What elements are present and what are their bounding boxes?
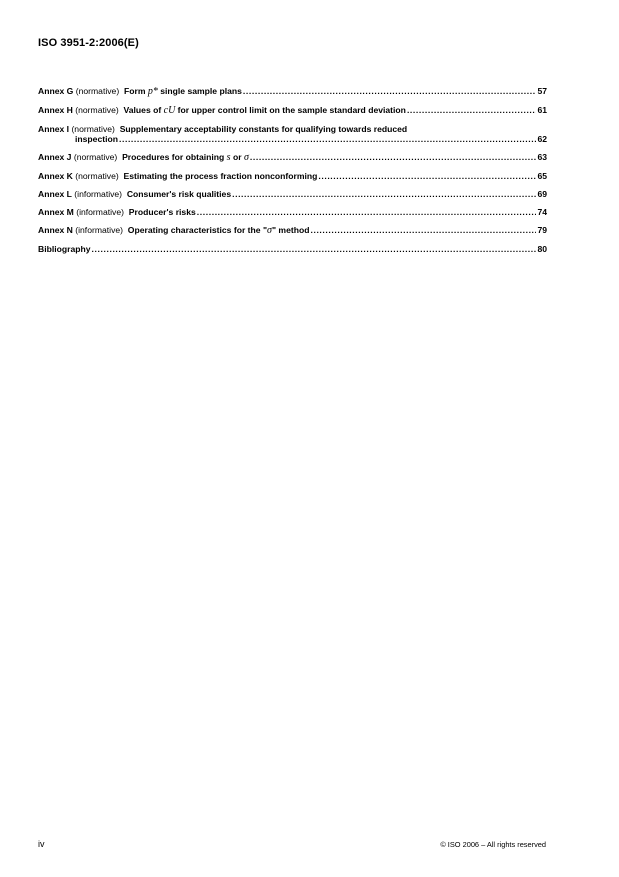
- entry-title-part: for upper control limit on the sample standard deviation: [175, 105, 406, 115]
- annex-type: (normative): [71, 124, 115, 134]
- page-number: 80: [537, 244, 547, 254]
- annex-label: Annex M: [38, 207, 74, 217]
- entry-title-part: Producer's risks: [128, 207, 196, 217]
- math-symbol: cU: [163, 105, 176, 116]
- toc-entry-annex-j[interactable]: [38, 152, 547, 163]
- math-symbol: σ: [243, 152, 249, 163]
- entry-title-part: Values of: [123, 105, 164, 115]
- annex-label: Annex N: [38, 225, 73, 235]
- annex-type: (normative): [75, 105, 119, 115]
- page-number: 69: [537, 189, 547, 199]
- toc-entry-annex-i[interactable]: [38, 124, 547, 144]
- toc-entry-annex-n[interactable]: [38, 225, 547, 236]
- page-number: 74: [537, 207, 547, 217]
- annex-label: Annex J: [38, 152, 72, 162]
- leader-dots: [197, 207, 537, 217]
- annex-label: Annex I: [38, 124, 70, 134]
- annex-type: (informative): [76, 207, 124, 217]
- leader-dots: [119, 134, 536, 144]
- leader-dots: [310, 225, 536, 235]
- toc-entry-bibliography[interactable]: [38, 244, 547, 254]
- math-symbol: p*: [147, 86, 158, 97]
- annex-type: (normative): [73, 152, 118, 162]
- page-number: 57: [537, 86, 547, 96]
- bibliography-label: Bibliography: [38, 244, 91, 254]
- leader-dots: [250, 152, 537, 162]
- toc-entry-annex-h[interactable]: [38, 105, 547, 116]
- leader-dots: [92, 244, 537, 254]
- entry-title-part: Operating characteristics for the ": [127, 225, 268, 235]
- entry-title-part: Procedures for obtaining: [122, 152, 227, 162]
- page-number: 62: [537, 134, 547, 144]
- page-number: 63: [537, 152, 547, 162]
- annex-type: (normative): [75, 86, 120, 96]
- page-number-roman: iv: [38, 839, 45, 849]
- math-symbol: s: [226, 152, 231, 163]
- entry-title-part: Estimating the process fraction nonconforming: [123, 171, 318, 181]
- leader-dots: [232, 189, 536, 199]
- leader-dots: [318, 171, 536, 181]
- annex-type: (informative): [75, 225, 124, 235]
- toc-entry-annex-g[interactable]: [38, 86, 547, 97]
- page-number: 61: [537, 105, 547, 115]
- math-symbol: σ: [267, 225, 272, 236]
- annex-type: (informative): [74, 189, 123, 199]
- document-id: ISO 3951-2:2006(E): [38, 37, 139, 49]
- entry-title-part: " method: [271, 225, 310, 235]
- leader-dots: [407, 105, 537, 115]
- entry-title-part: or: [230, 152, 244, 162]
- table-of-contents: [38, 86, 547, 254]
- annex-label: Annex H: [38, 105, 73, 115]
- toc-entry-annex-k[interactable]: [38, 171, 547, 181]
- annex-type: (normative): [75, 171, 119, 181]
- entry-title-part: single sample plans: [157, 86, 242, 96]
- entry-title-part: Consumer's risk qualities: [126, 189, 232, 199]
- toc-entry-annex-l[interactable]: [38, 189, 547, 199]
- toc-entry-annex-m[interactable]: [38, 207, 547, 217]
- leader-dots: [243, 86, 537, 96]
- entry-title-part: Form: [123, 86, 148, 96]
- page-number: 79: [537, 225, 547, 235]
- copyright-notice: © ISO 2006 – All rights reserved: [440, 840, 546, 849]
- entry-title-line1: Supplementary acceptability constants for qualifying towards reduced: [119, 124, 408, 134]
- entry-title-line2: inspection: [75, 134, 118, 144]
- annex-label: Annex K: [38, 171, 73, 181]
- page-number: 65: [537, 171, 547, 181]
- annex-label: Annex G: [38, 86, 74, 96]
- annex-label: Annex L: [38, 189, 72, 199]
